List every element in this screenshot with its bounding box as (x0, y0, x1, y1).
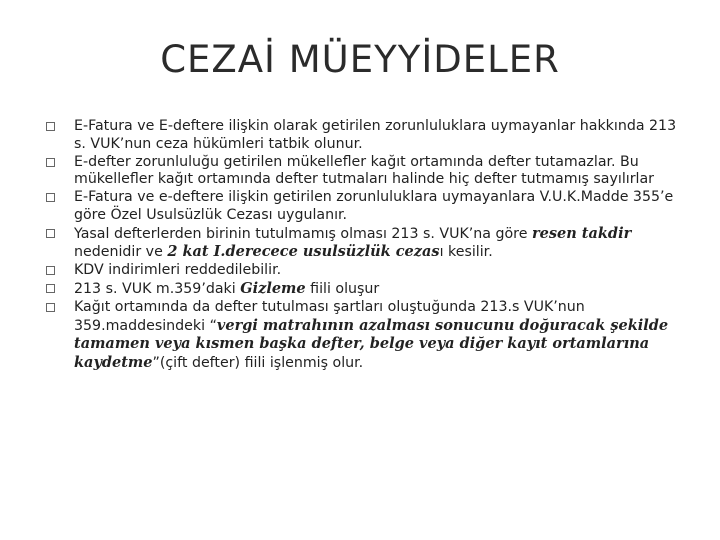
slide-title: CEZAİ MÜEYYİDELER (160, 38, 560, 81)
bullet-item (46, 118, 692, 153)
bullet-text: E-defter zorunluluğu getirilen mükellefler kağıt ortamında defter tutamazlar. Bu mükellefler kağıt ortamında defter tutmaları halinde hiç defter tutmamış sayılırlar (74, 153, 655, 187)
square-bullet-icon (46, 193, 55, 202)
bullet-text: Yasal defterlerden birinin tutulmamış olması 213 s. VUK’na göre (74, 225, 532, 242)
bullet-item (46, 225, 692, 262)
emphasized-text: vergi matrahının azalması sonucunu doğuracak şekilde tamamen veya kısmen başka defter, belge veya diğer kayıt ortamlarına kaydetme (74, 316, 669, 371)
bullet-text: ı kesilir. (439, 244, 493, 260)
bullet-item (46, 189, 692, 224)
emphasized-text: 2 kat I.derecece usulsüzlük cezas (167, 243, 440, 260)
square-bullet-icon (46, 122, 55, 131)
bullet-text: Kağıt ortamında da defter tutulması şartları oluştuğunda 213.s VUK’nun 359.maddesindeki “ (74, 299, 585, 334)
bullet-item (46, 280, 692, 299)
square-bullet-icon (46, 284, 55, 293)
square-bullet-icon (46, 229, 55, 238)
bullet-item (46, 154, 692, 189)
bullet-text: 213 s. VUK m.359’daki (74, 281, 241, 297)
bullet-text: E-Fatura ve E-deftere ilişkin olarak getirilen zorunluluklara uymayanlar hakkında 213 s. VUK’nun ceza hükümleri tatbik olunur. (74, 118, 677, 152)
square-bullet-icon (46, 266, 55, 275)
bullet-text: ”(çift defter) fiili işlenmiş olur. (152, 354, 364, 371)
emphasized-text: resen takdir (531, 224, 632, 242)
bullet-text: E-Fatura ve e-deftere ilişkin getirilen zorunluluklara uymayanlara V.U.K.Madde 355’e göre Özel Usulsüzlük Cezası uygulanır. (74, 189, 674, 223)
square-bullet-icon (46, 303, 55, 312)
bullet-list (46, 118, 692, 373)
square-bullet-icon (46, 158, 55, 167)
emphasized-text: Gizleme (240, 280, 306, 297)
bullet-text: nedenidir ve (74, 244, 168, 260)
bullet-text: KDV indirimleri reddedilebilir. (74, 262, 282, 278)
bullet-text: fiili oluşur (305, 281, 380, 297)
bullet-item (46, 262, 692, 280)
bullet-item (46, 299, 692, 372)
